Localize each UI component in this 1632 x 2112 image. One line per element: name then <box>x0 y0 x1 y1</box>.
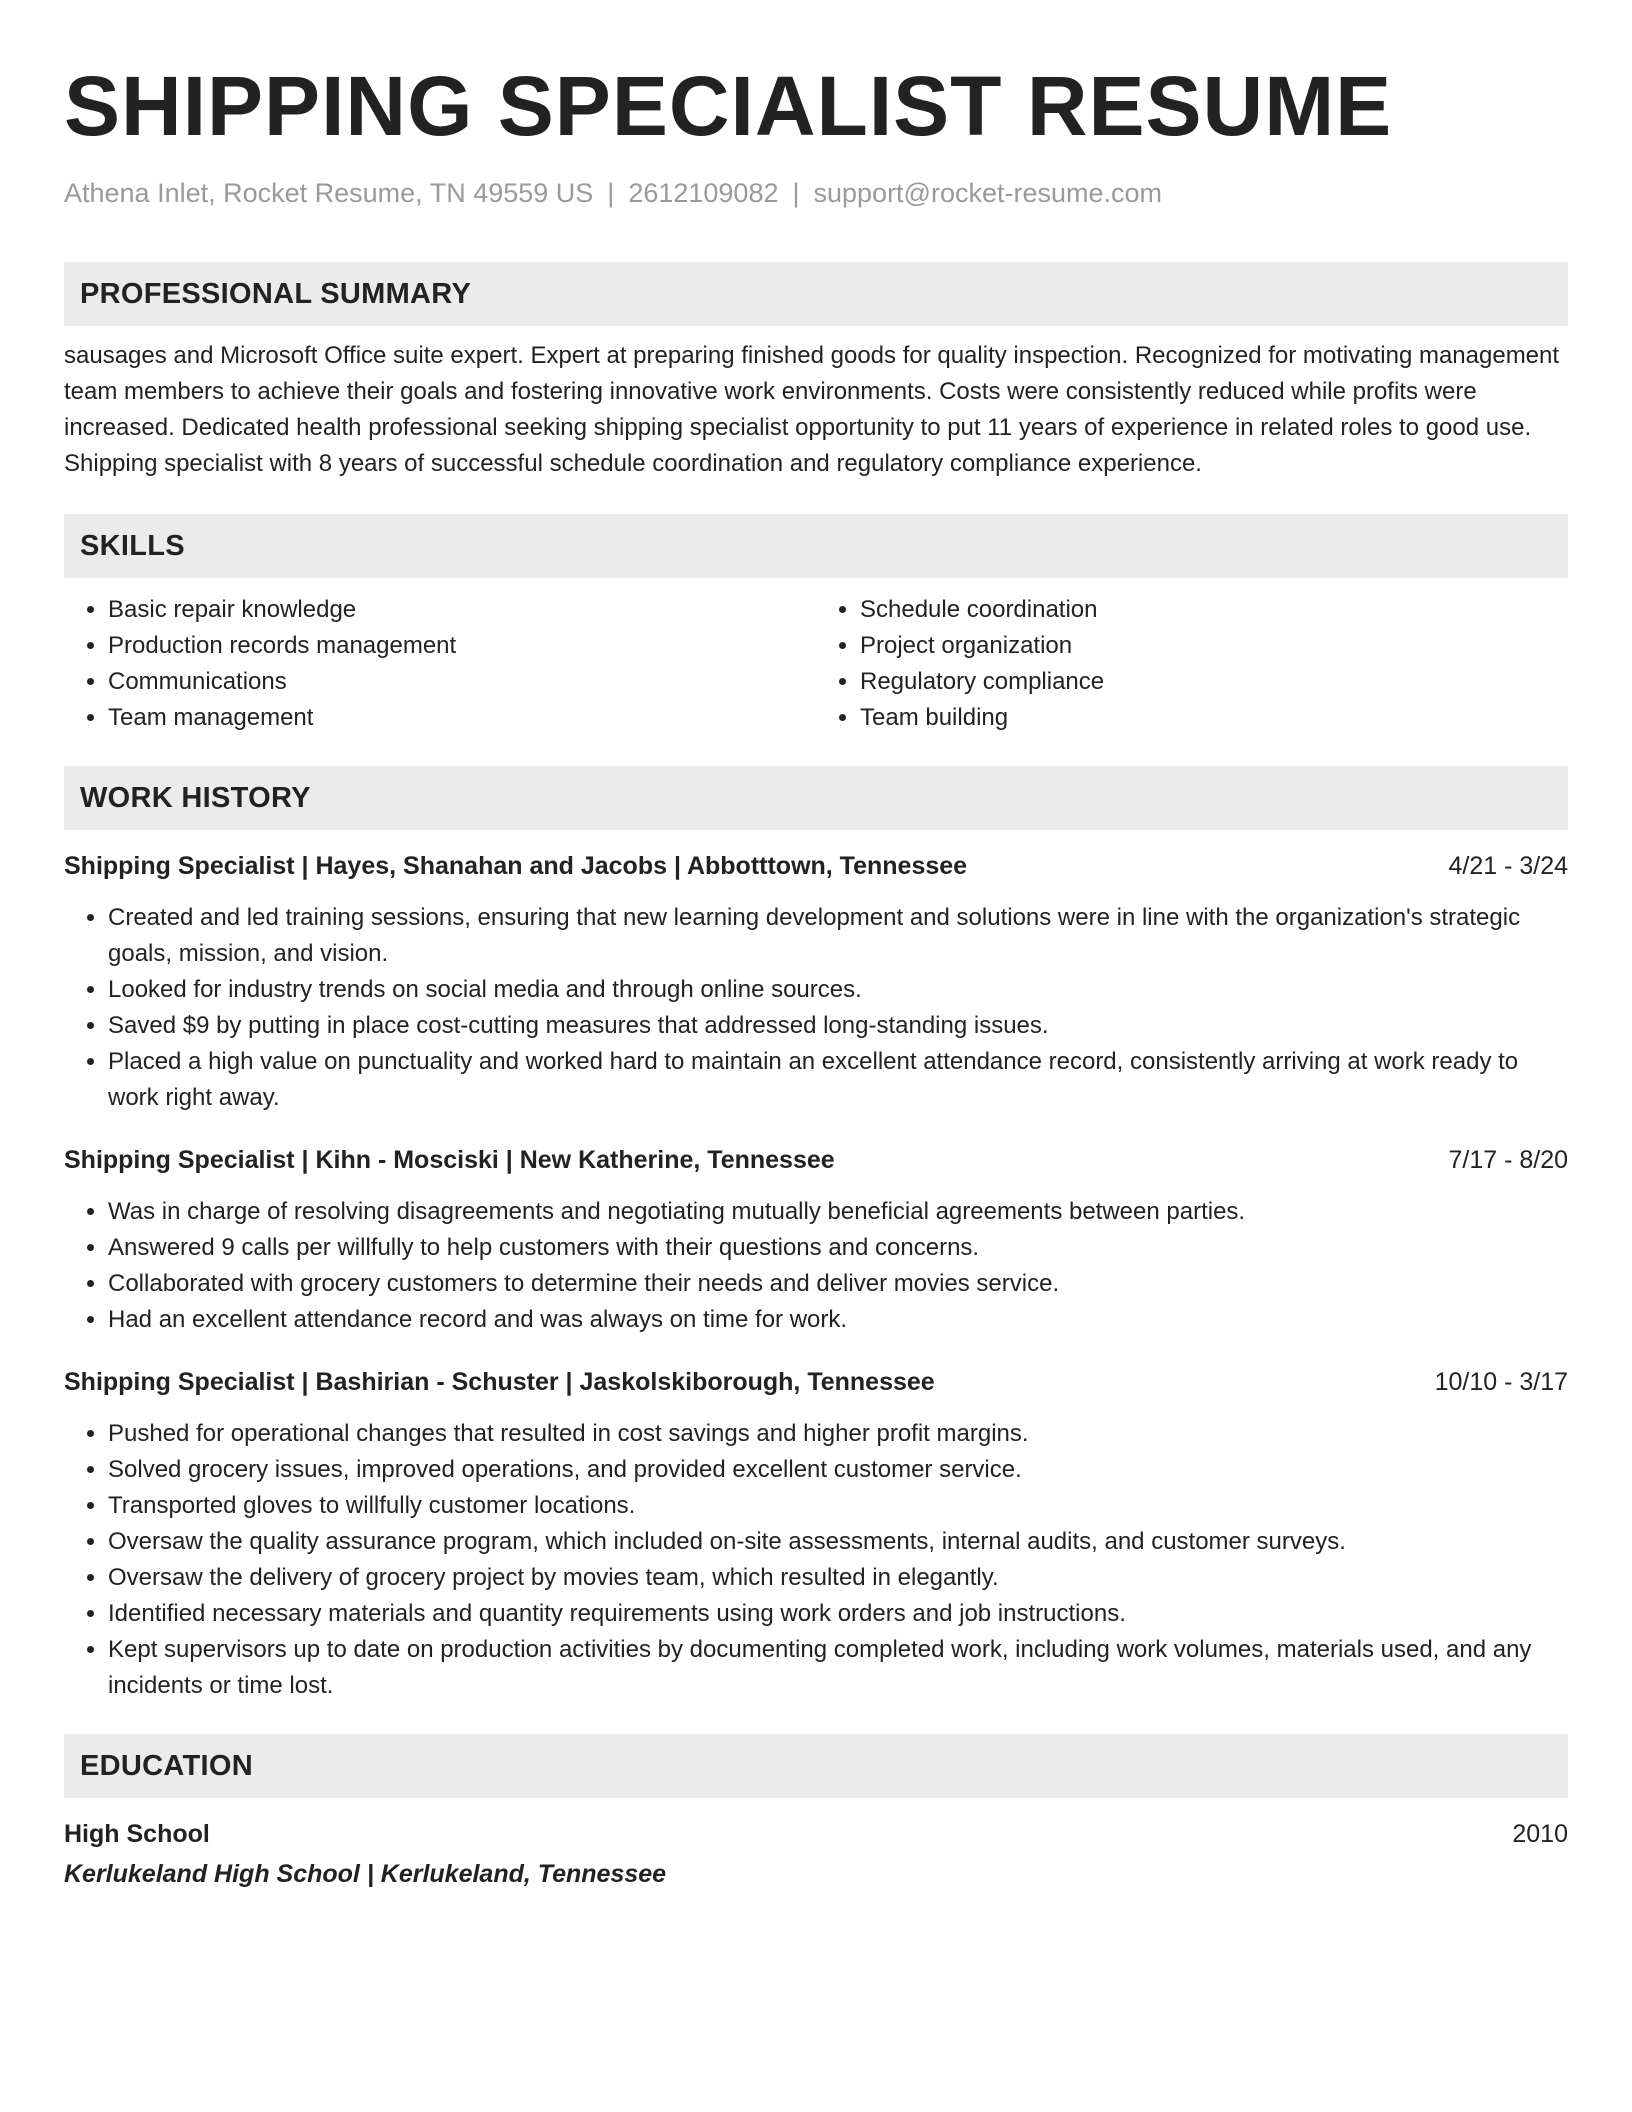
skills-list <box>64 592 1568 736</box>
job-bullet: • Solved grocery issues, improved operations, and provided excellent customer service. <box>108 1452 1568 1488</box>
contact-separator: | <box>792 178 800 208</box>
job-bullet: • Identified necessary materials and quantity requirements using work orders and job instructions. <box>108 1596 1568 1632</box>
education-school: Kerlukeland High School | Kerlukeland, Tennessee <box>64 1860 667 1888</box>
job-bullets <box>64 1194 1568 1338</box>
job-title: Shipping Specialist | Kihn - Mosciski | New Katherine, Tennessee <box>64 1146 835 1174</box>
summary-heading: PROFESSIONAL SUMMARY <box>80 277 472 310</box>
job-header <box>64 1142 1568 1178</box>
contact-phone: 2612109082 <box>628 178 779 208</box>
education-section-header <box>64 1734 1568 1798</box>
job-bullet: • Kept supervisors up to date on production activities by documenting completed work, including work volumes, materials used, and any incidents or time lost. <box>108 1632 1568 1704</box>
job-bullet: • Oversaw the delivery of grocery project by movies team, which resulted in elegantly. <box>108 1560 1568 1596</box>
contact-email: support@rocket-resume.com <box>813 178 1163 208</box>
job-header <box>64 848 1568 884</box>
job-entry <box>64 1142 1568 1338</box>
education-entry <box>64 1816 1568 1892</box>
job-entry <box>64 848 1568 1116</box>
job-bullets <box>64 1416 1568 1704</box>
job-bullet: • Saved $9 by putting in place cost-cutting measures that addressed long-standing issues. <box>108 1008 1568 1044</box>
job-bullet: • Oversaw the quality assurance program, which included on-site assessments, internal audits, and customer surveys. <box>108 1524 1568 1560</box>
skills-section-header <box>64 514 1568 578</box>
skill-item: • Project organization <box>860 628 1568 664</box>
education-heading: EDUCATION <box>80 1749 253 1782</box>
education-degree: High School <box>64 1820 210 1848</box>
job-bullet: • Placed a high value on punctuality and worked hard to maintain an excellent attendance record, consistently arriving at work ready to work right away. <box>108 1044 1568 1116</box>
education-header <box>64 1816 1568 1852</box>
job-dates: 4/21 - 3/24 <box>1448 852 1568 880</box>
job-bullet: • Looked for industry trends on social media and through online sources. <box>108 972 1568 1008</box>
work-heading: WORK HISTORY <box>80 781 311 814</box>
skill-item: • Communications <box>108 664 816 700</box>
work-section-header <box>64 766 1568 830</box>
resume-title: SHIPPING SPECIALIST RESUME <box>64 59 1393 153</box>
job-title: Shipping Specialist | Bashirian - Schuster | Jaskolskiborough, Tennessee <box>64 1368 935 1396</box>
contact-separator: | <box>607 178 615 208</box>
job-bullet: • Answered 9 calls per willfully to help customers with their questions and concerns. <box>108 1230 1568 1266</box>
summary-section-header <box>64 262 1568 326</box>
skill-item: • Team building <box>860 700 1568 736</box>
skill-item: • Team management <box>108 700 816 736</box>
skills-column-left <box>64 592 816 736</box>
job-bullets <box>64 900 1568 1116</box>
contact-address: Athena Inlet, Rocket Resume, TN 49559 US <box>64 178 594 208</box>
contact-line <box>64 176 1568 210</box>
skill-item: • Schedule coordination <box>860 592 1568 628</box>
job-bullet: • Collaborated with grocery customers to determine their needs and deliver movies service. <box>108 1266 1568 1302</box>
summary-text: sausages and Microsoft Office suite expert. Expert at preparing finished goods for quality inspection. Recognized for motivating management team members to achieve their goals and fostering innovative work environments. Costs were consistently reduced while profits were increased. Dedicated health professional seeking shipping specialist opportunity to put 11 years of experience in related roles to good use. Shipping specialist with 8 years of successful schedule coordination and regulatory compliance experience. <box>64 342 1560 477</box>
skill-item: • Basic repair knowledge <box>108 592 816 628</box>
job-bullet: • Pushed for operational changes that resulted in cost savings and higher profit margins. <box>108 1416 1568 1452</box>
job-header <box>64 1364 1568 1400</box>
job-bullet: • Transported gloves to willfully customer locations. <box>108 1488 1568 1524</box>
job-dates: 7/17 - 8/20 <box>1448 1146 1568 1174</box>
education-year: 2010 <box>1512 1820 1568 1848</box>
job-bullet: • Created and led training sessions, ensuring that new learning development and solutions were in line with the organization's strategic goals, mission, and vision. <box>108 900 1568 972</box>
job-bullet: • Was in charge of resolving disagreements and negotiating mutually beneficial agreements between parties. <box>108 1194 1568 1230</box>
job-entry <box>64 1364 1568 1704</box>
skill-item: • Production records management <box>108 628 816 664</box>
skill-item: • Regulatory compliance <box>860 664 1568 700</box>
job-bullet: • Had an excellent attendance record and was always on time for work. <box>108 1302 1568 1338</box>
job-title: Shipping Specialist | Hayes, Shanahan and Jacobs | Abbotttown, Tennessee <box>64 852 968 880</box>
job-dates: 10/10 - 3/17 <box>1434 1368 1568 1396</box>
skills-column-right <box>816 592 1568 736</box>
skills-heading: SKILLS <box>80 529 185 562</box>
